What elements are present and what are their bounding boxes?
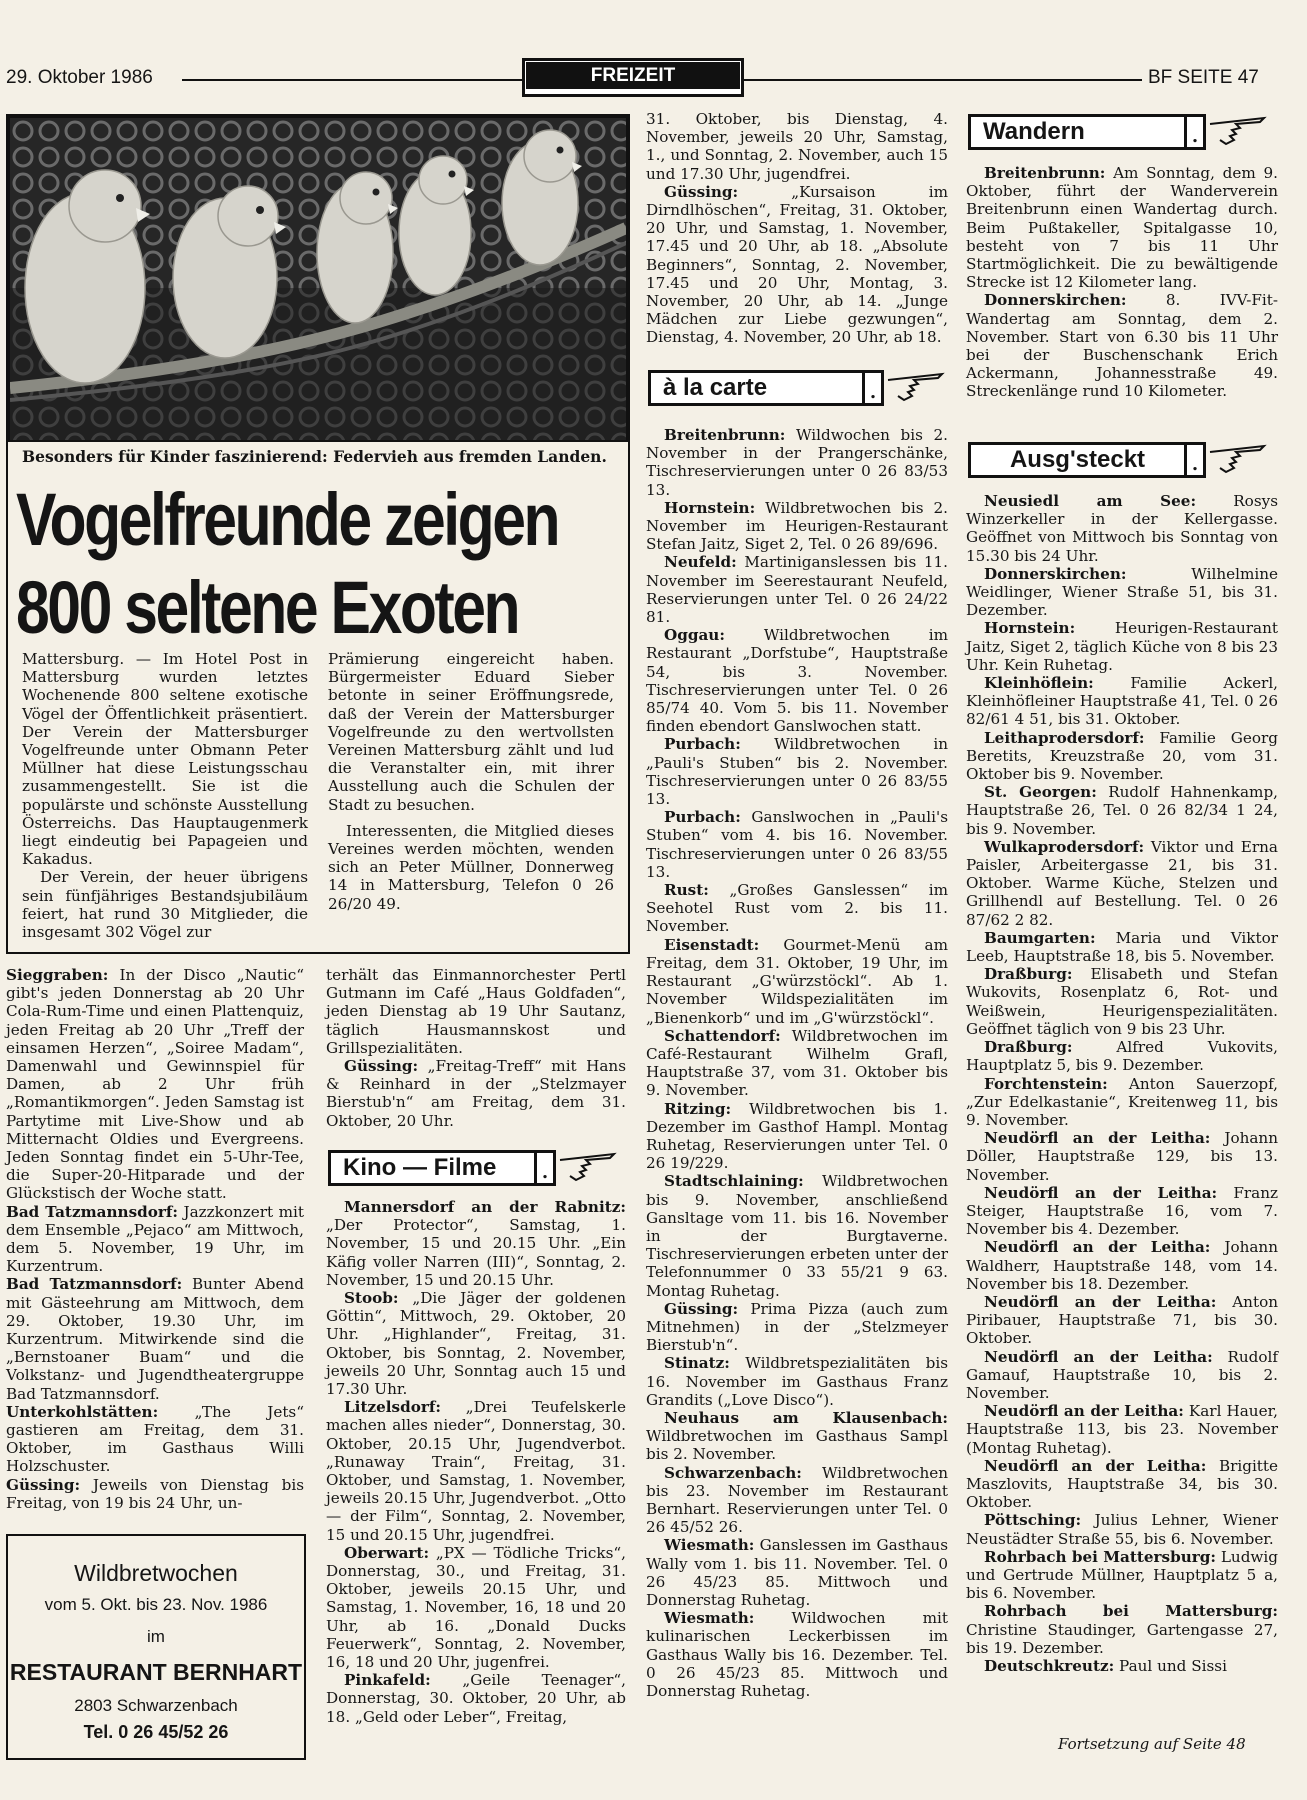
headline-line-1: Vogelfreunde zeigen (16, 478, 559, 561)
event-place: Donnerskirchen: (984, 564, 1127, 583)
continuation-note: Fortsetzung auf Seite 48 (1058, 1735, 1246, 1753)
event-place: Eisenstadt: (664, 935, 760, 954)
event-item (966, 1511, 1278, 1547)
event-item (966, 1184, 1278, 1239)
wandern-section-header (968, 114, 1268, 150)
event-place: Wiesmath: (664, 1536, 755, 1555)
event-place: Baumgarten: (984, 928, 1096, 947)
pointing-hand-icon (1206, 442, 1268, 478)
event-item (966, 1238, 1278, 1293)
ad-dates: vom 5. Okt. bis 23. Nov. 1986 (44, 1595, 268, 1614)
event-item (646, 626, 948, 735)
event-item (646, 553, 948, 626)
event-text: Franz Steiger, Hauptstraße 16, vom 7. November bis 4. Dezember. (966, 1183, 1278, 1239)
event-place: Leithaprodersdorf: (984, 728, 1145, 747)
event-text: „Drei Teufelskerle machen alles nieder“, Donnerstag, 30. Oktober, 20.15 Uhr, Jugendverbot. „Runaway Train“, Freitag, 31. Oktober, und Samstag, 1. November, jeweils 20.15 Uhr, Jugendverbot. „Otto — der Film“, Sonntag, 2. November, 15 und 20.15 Uhr, jugendfrei. (326, 1398, 626, 1544)
event-text: Rosys Winzerkeller in der Kellergasse. Geöffnet von Mittwoch bis Sonntag von 15.30 bis 24 Uhr. (966, 492, 1278, 565)
event-text: Jazzkonzert mit dem Ensemble „Pejaco“ am Mittwoch, dem 5. November, 19 Uhr, im Kurzentrum. (6, 1202, 304, 1276)
event-item (966, 1402, 1278, 1457)
pointing-hand-icon (556, 1150, 618, 1186)
event-text: Heurigen-Restaurant Jaitz, Siget 2, täglich Küche von 8 bis 23 Uhr. Kein Ruhetag. (966, 619, 1278, 674)
event-text: Viktor und Erna Paisler, Arbeitergasse 21, bis 31. Oktober. Warme Küche, Stelzen und Grillhendl auf Bestellung. Tel. 0 26 87/62 2 82. (966, 837, 1278, 929)
event-item (966, 783, 1278, 838)
event-item (966, 674, 1278, 729)
event-item (6, 966, 304, 1203)
event-text: Wilhelmine Weidlinger, Wiener Straße 51, bis 31. Dezember. (966, 564, 1278, 620)
headline-line-2: 800 seltene Exoten (16, 566, 519, 649)
event-text: Elisabeth und Stefan Wukovits, Rosenplatz 6, Rot- und Weißwein, Heurigenspezialitäten. Geöffnet täglich von 9 bis 23 Uhr. (966, 965, 1279, 1038)
event-item (326, 1198, 626, 1289)
section-title: à la carte (648, 370, 862, 406)
event-place: Unterkohlstätten: (6, 1402, 159, 1421)
event-text: „The Jets“ gastieren am Freitag, dem 31. Oktober, im Gasthaus Willi Holzschuster. (6, 1402, 304, 1476)
event-item (6, 1275, 304, 1402)
event-place: Schattendorf: (664, 1026, 781, 1045)
event-item (326, 1671, 626, 1726)
event-place: Neudörfl an der Leitha: (984, 1456, 1207, 1475)
event-text: Ludwig und Gertrude Müllner, Hauptplatz 5 a, bis 6. November. (966, 1547, 1278, 1603)
ausgsteckt-listings (966, 492, 1278, 1675)
event-text: Wildbretwochen im Gasthaus Sampl bis 2. November. (646, 1427, 948, 1464)
event-place: Neudörfl an der Leitha: (984, 1183, 1218, 1202)
section-dot: . (1184, 442, 1206, 478)
event-text: Wildbretwochen im Café-Restaurant Wilhelm Grafl, Hauptstraße 37, vom 31. Oktober bis 9. November. (646, 1026, 949, 1100)
event-item (966, 164, 1278, 291)
event-item (646, 1027, 948, 1100)
article-paragraph: Interessenten, die Mitglied dieses Vereines werden möchten, wenden sich an Peter Müllner, Donnerweg 14 in Mattersburg, Telefon 0 26 26/20 49. (328, 821, 614, 913)
event-item (646, 936, 948, 1027)
event-place: Breitenbrunn: (664, 426, 786, 444)
issue-date: 29. Oktober 1986 (6, 67, 153, 88)
event-place: Wulkaprodersdorf: (984, 837, 1145, 856)
article-column-1 (22, 650, 308, 941)
event-place: Neudörfl an der Leitha: (984, 1292, 1217, 1311)
event-place: Deutschkreutz: (984, 1657, 1115, 1675)
event-text: Johann Döller, Hauptstraße 129, bis 13. November. (966, 1129, 1278, 1184)
article-paragraph: Der Verein, der heuer übrigens sein fünfjähriges Bestandsjubiläum feiert, hat rund 30 Mitglieder, die insgesamt 302 Vögel zur (22, 868, 308, 942)
event-place: Neudörfl an der Leitha: (984, 1238, 1211, 1257)
event-item (966, 565, 1278, 620)
event-text: Anton Piribauer, Hauptstraße 71, bis 30. Oktober. (966, 1292, 1278, 1348)
event-item (966, 1038, 1278, 1074)
event-place: Pinkafeld: (344, 1671, 431, 1690)
event-place: Rohrbach bei Mattersburg: (984, 1602, 1278, 1621)
event-place: Güssing: (664, 182, 739, 201)
event-place: Pöttsching: (984, 1511, 1082, 1530)
event-text: „Geile Teenager“, Donnerstag, 30. Oktober, 20 Uhr, ab 18. „Geld oder Leber“, Freitag, (326, 1671, 626, 1726)
section-dot: . (1184, 114, 1206, 150)
alacarte-section-header (648, 370, 946, 406)
event-item (646, 426, 948, 499)
event-place: Mannersdorf an der Rabnitz: (344, 1198, 626, 1216)
event-text: Brigitte Maszlovits, Hauptstraße 34, bis 30. Oktober. (966, 1456, 1279, 1512)
events-column-1 (6, 966, 304, 1512)
event-place: Oggau: (664, 626, 725, 645)
event-text: „Kursaison im Dirndlhöschen“, Freitag, 31. Oktober, 20 Uhr, und Samstag, 1. November, 17.45 und 20 Uhr, ab 18. „Absolute Beginners“, Sonntag, 2. November, 17.45 und 20 Uhr, Montag, 3. November, 20 Uhr, ab 14. „Junge Mädchen zur Liebe gezwungen“, Dienstag, 4. November, 20 Uhr, ab 18. (646, 182, 949, 347)
event-text: Rudolf Hahnenkamp, Hauptstraße 26, Tel. 0 26 82/34 1 24, bis 9. November. (966, 783, 1278, 838)
event-place: Hornstein: (984, 619, 1076, 638)
ad-headline: Wildbretwochen (74, 1560, 238, 1586)
event-place: Purbach: (664, 808, 741, 827)
event-item (966, 729, 1278, 784)
event-text: Christine Staudinger, Gartengasse 27, bis 19. Dezember. (966, 1620, 1278, 1657)
event-place: Kleinhöflein: (984, 674, 1094, 693)
event-place: Güssing: (344, 1057, 419, 1076)
event-text: terhält das Einmannorchester Pertl Gutmann im Café „Haus Goldfaden“, jeden Dienstag ab 19 Uhr Sautanz, täglich Hausmannskost und Grillspezialitäten. (326, 966, 626, 1057)
event-text: Bunter Abend mit Gästeehrung am Mittwoch, dem 29. Oktober, 19.30 Uhr, im Kurzentrum. Mitwirkende sind die „Bernstoaner Buam“ und die Volkstanz- und Jugendtheatergruppe Bad Tatzmannsdorf. (6, 1275, 304, 1403)
event-item (966, 1548, 1278, 1603)
event-item (966, 1075, 1278, 1130)
event-item (646, 1100, 948, 1173)
event-place: Sieggraben: (6, 966, 109, 984)
event-place: Oberwart: (344, 1543, 430, 1562)
section-banner (522, 58, 744, 97)
event-text: „Freitag-Treff“ mit Hans & Reinhard in der „Stelzmayer Bierstub'n“ am Freitag, dem 31. Oktober, 20 Uhr. (326, 1057, 626, 1130)
page-number: BF SEITE 47 (1148, 67, 1259, 88)
event-item (966, 1348, 1278, 1403)
header-rule-left (182, 79, 522, 81)
event-place: Draßburg: (984, 1038, 1073, 1057)
event-text: In der Disco „Nautic“ gibt's jeden Donnerstag ab 20 Uhr Cola-Rum-Time und einen Plattenquiz, jeden Freitag ab 20 Uhr „Treff der einsamen Herzen“, „Soiree Madam“, Damenwahl und Gewinnspiel für Damen, ab 2 Uhr früh „Romantikmorgen“. Jeden Samstag ist Partytime mit Live-Show und ab Mitternacht Oldies und Evergreens. Jeden Sonntag findet ein 5-Uhr-Tee, die Super-20-Hitparade und der Glückstisch der Woche statt. (6, 966, 304, 1203)
event-place: Forchtenstein: (984, 1074, 1108, 1093)
event-text: „Der Protector“, Samstag, 1. November, 15 und 20.15 Uhr. „Ein Käfig voller Narren (III)“, Sonntag, 2. November, 15 und 20.15 Uhr. (326, 1216, 626, 1289)
article-column-2 (328, 650, 614, 913)
event-text: Wildbretwochen bis 9. November, anschließend Gansltage vom 11. bis 16. November in der Burgtaverne. Tischreservierungen erbeten unter der Telefonnummer 0 33 55/21 9 63. Montag Ruhetag. (646, 1172, 948, 1300)
event-place: Güssing: (664, 1299, 739, 1318)
event-item (966, 492, 1278, 565)
event-place: Bad Tatzmannsdorf: (6, 1202, 179, 1221)
event-place: Neudörfl an der Leitha: (984, 1347, 1213, 1366)
event-item (6, 1403, 304, 1476)
event-text: Wildbretwochen bis 1. Dezember im Gasthof Hampl. Montag Ruhetag, Reservierungen unter Tel. 0 26 19/229. (646, 1099, 948, 1173)
event-item (326, 1544, 626, 1671)
event-item (646, 1172, 948, 1299)
event-place: Hornstein: (664, 498, 756, 517)
article-paragraph: Mattersburg. — Im Hotel Post in Mattersburg wurden letztes Wochenende 800 seltene exotische Vögel der Öffentlichkeit präsentiert. Der Verein der Mattersburger Vogelfreunde unter Obmann Peter Müllner hat diese Leistungsschau zusammengestellt. Sie ist die populärste und schönste Ausstellung Österreichs. Das Hauptaugenmerk liegt eindeutig bei Papageien und Kakadus. (22, 650, 308, 869)
event-item (966, 1293, 1278, 1348)
event-item (646, 881, 948, 936)
event-item (646, 1464, 948, 1537)
restaurant-advertisement (6, 1534, 306, 1760)
event-text: Anton Sauerzopf, „Zur Edelkastanie“, Kreitenweg 11, bis 9. November. (966, 1074, 1279, 1129)
event-text: „Großes Ganslessen“ im Seehotel Rust vom 2. bis 11. November. (646, 881, 948, 936)
event-text: Wildbretspezialitäten bis 16. November im Gasthaus Franz Grandits („Love Disco“). (646, 1354, 948, 1409)
event-place: Ritzing: (664, 1099, 732, 1118)
section-title: Kino — Filme (328, 1150, 534, 1186)
event-item (326, 1398, 626, 1544)
header-rule-right (744, 79, 1142, 81)
event-place: Donnerskirchen: (984, 291, 1127, 310)
event-item (326, 966, 626, 1057)
event-place: Rust: (664, 881, 709, 900)
event-text: Julius Lehner, Wiener Neustädter Straße 55, bis 6. November. (966, 1511, 1279, 1548)
event-item (966, 838, 1278, 929)
event-text: Johann Waldherr, Hauptstraße 148, vom 14. November bis 18. Dezember. (966, 1238, 1278, 1293)
event-text: Prima Pizza (auch zum Mitnehmen) in der „Stelzmeyer Bierstub'n“. (646, 1299, 948, 1355)
alacarte-listings (646, 426, 948, 1700)
event-item (646, 1609, 948, 1700)
event-item (966, 619, 1278, 674)
event-text: Karl Hauer, Hauptstraße 113, bis 23. November (Montag Ruhetag). (966, 1402, 1278, 1457)
event-place: Neudörfl an der Leitha: (984, 1402, 1184, 1421)
event-place: Schwarzenbach: (664, 1463, 802, 1482)
event-place: Bad Tatzmannsdorf: (6, 1275, 183, 1294)
event-text: Ganslwochen in „Pauli's Stuben“ vom 4. bis 16. November. Tischreservierungen unter 0 26 83/55 13. (646, 808, 948, 881)
ad-phone: Tel. 0 26 45/52 26 (83, 1722, 229, 1742)
event-place: Neuhaus am Klausenbach: (664, 1408, 948, 1427)
event-text: Ganslessen im Gasthaus Wally vom 1. bis 11. November. Tel. 0 26 45/23 85. Mittwoch und Donnerstag Ruhetag. (646, 1536, 949, 1609)
ad-address: 2803 Schwarzenbach (74, 1696, 238, 1715)
event-item (326, 1057, 626, 1130)
ausgsteckt-section-header (968, 442, 1268, 478)
event-text: Wildbretwochen bis 23. November im Restaurant Bernhart. Reservierungen unter Tel. 0 26 45/52 26. (646, 1463, 948, 1537)
wandern-listings (966, 164, 1278, 401)
ad-im: im (147, 1627, 165, 1646)
event-text: Wildwochen bis 2. November in der Prangerschänke, Tischreservierungen unter 0 26 83/53 13. (646, 426, 949, 499)
event-item (646, 499, 948, 554)
event-place: Neusiedl am See: (984, 492, 1197, 510)
article-paragraph: Prämierung eingereicht haben. Bürgermeister Eduard Sieber betonte in seiner Eröffnungsrede, daß der Verein der Mattersburger Vogelfreunde zu den wertvollsten Vereinen Mattersburg zählt und lud die Veranstalter ein, mit ihrer Ausstellung auch die Schulen der Stadt zu besuchen. (328, 650, 614, 814)
event-item (646, 1300, 948, 1355)
event-item (646, 183, 948, 347)
event-text: Am Sonntag, dem 9. Oktober, führt der Wanderverein Breitenbrunn einen Wandertag durch. Beim Pußtakeller, Spitalgasse 10, besteht von 7 bis 11 Uhr Startmöglichkeit. Die zu bewältigende Strecke ist 12 Kilometer lang. (966, 164, 1278, 292)
event-text: Familie Georg Beretits, Kreuzstraße 20, vom 31. Oktober bis 9. November. (966, 728, 1278, 784)
kino-continued (646, 110, 948, 347)
event-text: Gourmet-Menü am Freitag, dem 31. Oktober, 19 Uhr, im Restaurant „G'würzstöckl“. Ab 1. November Wildspezialitäten im „Bienenkorb“ und im „G'würzstöckl“. (646, 935, 948, 1027)
pointing-hand-icon (1206, 114, 1268, 150)
event-text: Paul und Sissi (1119, 1657, 1227, 1675)
event-text: „Die Jäger der goldenen Göttin“, Mittwoch, 29. Oktober, 20 Uhr. „Highlander“, Freitag, 31. Oktober, bis Sonntag, 2. November, jeweils 20 Uhr, Sonntag auch 15 und 17.30 Uhr. (326, 1289, 626, 1399)
event-item (646, 1409, 948, 1464)
event-text: Wildwochen mit kulinarischen Leckerbissen im Gasthaus Wally bis 16. Dezember. Tel. 0 26 45/23 85. Mittwoch und Donnerstag Ruhetag. (646, 1609, 949, 1701)
event-text: Familie Ackerl, Kleinhöfleiner Hauptstraße 41, Tel. 0 26 82/61 4 51, bis 31. Oktober. (966, 674, 1278, 729)
event-item (966, 1129, 1278, 1184)
event-place: Güssing: (6, 1475, 81, 1494)
event-text: Alfred Vukovits, Hauptplatz 5, bis 9. Dezember. (966, 1038, 1278, 1075)
event-text: Wildbretwochen in „Pauli's Stuben“ bis 2. November. Tischreservierungen unter 0 26 83/55 13. (646, 735, 948, 809)
event-item (646, 1536, 948, 1609)
event-text: Rudolf Gamauf, Hauptstraße 10, bis 2. November. (966, 1347, 1279, 1402)
event-text: 31. Oktober, bis Dienstag, 4. November, jeweils 20 Uhr, Samstag, 1., und Sonntag, 2. November, auch 15 und 17.30 Uhr, jugendfrei. (646, 110, 948, 183)
event-item (646, 735, 948, 808)
section-dot: . (862, 370, 884, 406)
event-text: Maria und Viktor Leeb, Hauptstraße 18, bis 5. November. (966, 928, 1278, 966)
event-item (326, 1289, 626, 1398)
event-text: „PX — Tödliche Tricks“, Donnerstag, 30., und Freitag, 31. Oktober, jeweils 20.15 Uhr, und Samstag, 1. November, 16, 18 und 20 Uhr, ab 16. „Donald Ducks Feuerwerk“, Sonntag, 2. November, 16, 18 und 20 Uhr, jugenfrei. (326, 1543, 627, 1672)
event-item (646, 808, 948, 881)
event-item (966, 929, 1278, 965)
event-text: Wildbretwochen bis 2. November im Heurigen-Restaurant Stefan Jaitz, Siget 2, Tel. 0 26 89/696. (646, 498, 948, 554)
event-text: Martiniganslessen bis 11. November im Seerestaurant Neufeld, Reservierungen unter Tel. 0 26 24/22 81. (646, 553, 949, 627)
event-item (6, 1476, 304, 1512)
event-place: Stadtschlaining: (664, 1172, 804, 1191)
event-place: Stoob: (344, 1289, 399, 1308)
event-place: St. Georgen: (984, 783, 1097, 802)
event-item (966, 291, 1278, 400)
event-text: Wildbretwochen im Restaurant „Dorfstube“, Hauptstraße 54, bis 3. November. Tischreservierungen unter Tel. 0 26 85/74 40. Vom 5. bis 11. November finden ebendort Ganslwochen statt. (646, 626, 948, 736)
event-item (966, 1657, 1278, 1675)
section-label: FREIZEIT (526, 62, 740, 89)
events-column-2 (326, 966, 626, 1130)
event-item (6, 1203, 304, 1276)
event-text: Jeweils von Dienstag bis Freitag, von 19 bis 24 Uhr, un- (6, 1475, 304, 1512)
event-item (966, 965, 1278, 1038)
event-text: 8. IVV-Fit-Wandertag am Sonntag, dem 2. November. Start von 6.30 bis 11 Uhr bei der Buschenschank Erich Ackermann, Johannesstraße 49. Streckenlänge rund 10 Kilometer. (966, 291, 1279, 401)
section-title: Ausg'steckt (968, 442, 1184, 478)
kino-listings (326, 1198, 626, 1726)
ad-restaurant-name: RESTAURANT BERNHART (9, 1659, 303, 1685)
event-place: Purbach: (664, 735, 741, 754)
event-place: Litzelsdorf: (344, 1398, 441, 1417)
event-place: Neufeld: (664, 553, 737, 572)
event-place: Neudörfl an der Leitha: (984, 1129, 1211, 1148)
event-place: Breitenbrunn: (984, 164, 1106, 182)
section-dot: . (534, 1150, 556, 1186)
kino-section-header (328, 1150, 618, 1186)
event-place: Stinatz: (664, 1354, 730, 1373)
pointing-hand-icon (884, 370, 946, 406)
photo-caption: Besonders für Kinder faszinierend: Federvieh aus fremden Landen. (22, 447, 607, 466)
section-title: Wandern (968, 114, 1184, 150)
event-item (646, 1354, 948, 1409)
event-place: Wiesmath: (664, 1609, 755, 1628)
event-place: Draßburg: (984, 965, 1073, 984)
event-item (966, 1602, 1278, 1657)
event-item (966, 1457, 1278, 1512)
event-item (646, 110, 948, 183)
event-place: Rohrbach bei Mattersburg: (984, 1547, 1216, 1566)
